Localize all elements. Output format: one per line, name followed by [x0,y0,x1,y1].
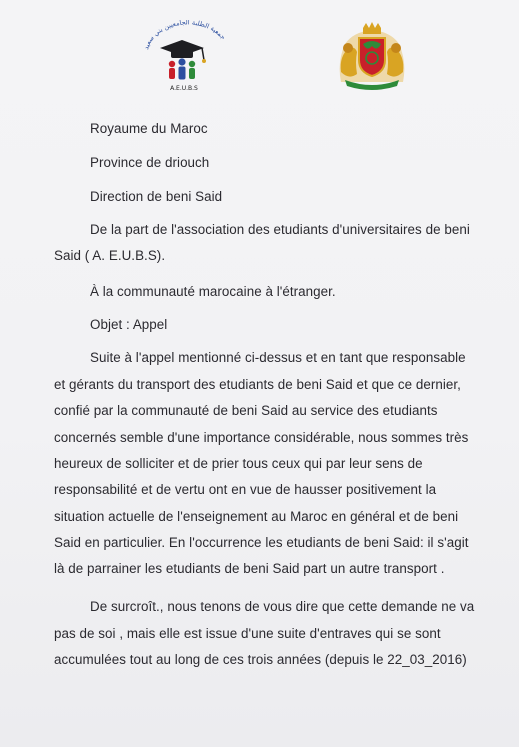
association-logo-arabic-text: جمعية الطلبة الجامعيين بني سعيد [142,20,228,51]
paragraph-1-line: Said en particulier. En l'occurrence les etudiants de beni Said: il s'agit [54,535,469,550]
subject-line: Objet : Appel [90,317,168,332]
paragraph-1-line: là de parrainer les etudiants de beni Said part un autre transport . [54,561,445,576]
province-line: Province de driouch [90,155,210,170]
paragraph-1-line: et gérants du transport des etudiants de beni Said et que ce dernier, [54,377,461,392]
kingdom-line: Royaume du Maroc [90,121,208,136]
paragraph-2-line: De surcroît., nous tenons de vous dire que cette demande ne va [90,599,475,614]
paragraph-1-line: concernés semble d'une importance considérable, nous sommes très [54,430,469,445]
association-acronym: A.E.U.B.S [170,85,198,92]
direction-line: Direction de beni Said [90,189,223,204]
students-figures-icon [169,58,195,79]
paragraph-1-line: responsabilité et de vertu ont en vue de hausser positivement la [54,482,437,497]
paragraph-1-line: heureux de solliciter et de prier tous ceux qui par leur sens de [54,456,423,471]
recipient-line: À la communauté marocaine à l'étranger. [90,284,336,299]
paragraph-2-line: pas de soi , mais elle est issue d'une suite d'entraves qui se sont [54,626,441,641]
paragraph-1-line: situation actuelle de l'enseignement au Maroc en général et de beni [54,509,459,524]
paragraph-1-line: Suite à l'appel mentionné ci-dessus et en tant que responsable [90,350,466,365]
paragraph-2-line: accumulées tout au long de ces trois années (depuis le 22_03_2016) [54,652,467,667]
crown-icon [363,22,381,34]
morocco-coat-of-arms-icon [333,22,411,92]
association-logo [138,20,230,94]
sender-line-1: De la part de l'association des etudiants d'universitaires de beni [90,222,470,237]
sender-line-2: Said ( A. E.U.B.S). [54,248,166,263]
paragraph-1-line: confié par la communauté de beni Said au service des etudiants [54,403,438,418]
